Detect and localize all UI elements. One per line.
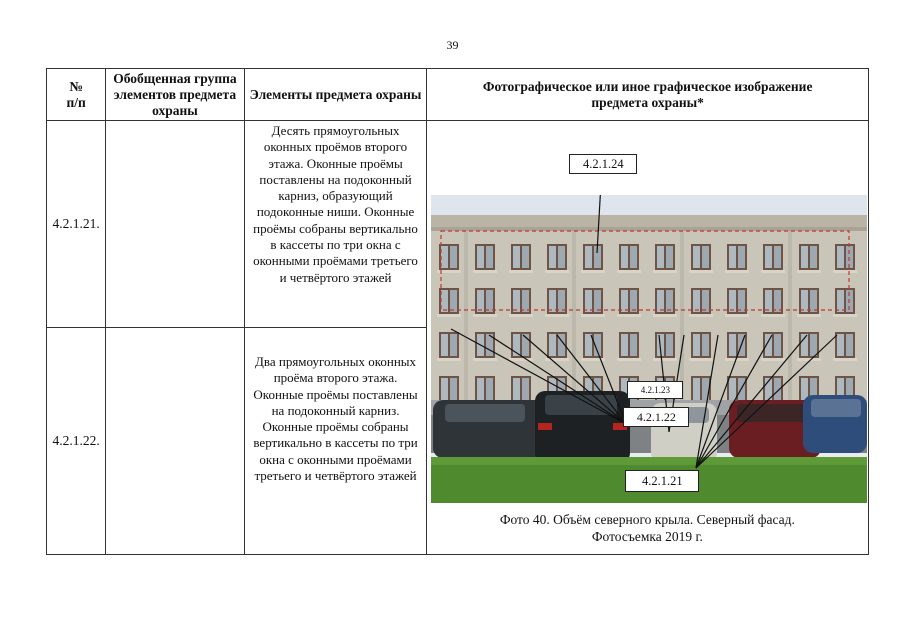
callout-4-2-1-21: 4.2.1.21 (625, 470, 699, 492)
row-group (106, 121, 245, 328)
header-elements: Элементы предмета охраны (244, 69, 427, 121)
callout-4-2-1-22: 4.2.1.22 (623, 407, 689, 427)
image-cell (427, 121, 869, 555)
row-elements: Два прямоугольных оконных проёма второго этажа. Оконные проёмы поставлены на подоконный карниз. Оконные проёмы собраны вертикально в кассеты по три окна с оконными проёмами третьего и четвёртого этажей (244, 328, 427, 555)
protection-table (46, 68, 869, 555)
header-num: № п/п (47, 69, 106, 121)
caption-line-1: Фото 40. Объём северного крыла. Северный фасад. (499, 512, 795, 527)
photo-caption (427, 511, 867, 545)
facade-photo-illustration (431, 195, 867, 503)
callout-4-2-1-23: 4.2.1.23 (627, 381, 683, 399)
row-number: 4.2.1.22. (47, 328, 106, 555)
header-row (47, 69, 869, 121)
header-group: Обобщенная группа элементов предмета охраны (106, 69, 245, 121)
facade-photo (431, 157, 867, 503)
callout-4-2-1-24: 4.2.1.24 (569, 154, 637, 174)
header-image: Фотографическое или иное графическое изображение предмета охраны* (427, 69, 869, 121)
table-row (47, 121, 869, 328)
caption-line-2: Фотосъемка 2019 г. (591, 529, 703, 544)
row-group (106, 328, 245, 555)
row-elements: Десять прямоугольных оконных проёмов второго этажа. Оконные проёмы поставлены на подоконный карниз, образующий подоконные ниши. Оконные проёмы собраны вертикально в кассеты по три окна с оконными проёмами третьего и четвёртого этажей (244, 121, 427, 328)
page-number: 39 (446, 38, 459, 52)
row-number: 4.2.1.21. (47, 121, 106, 328)
